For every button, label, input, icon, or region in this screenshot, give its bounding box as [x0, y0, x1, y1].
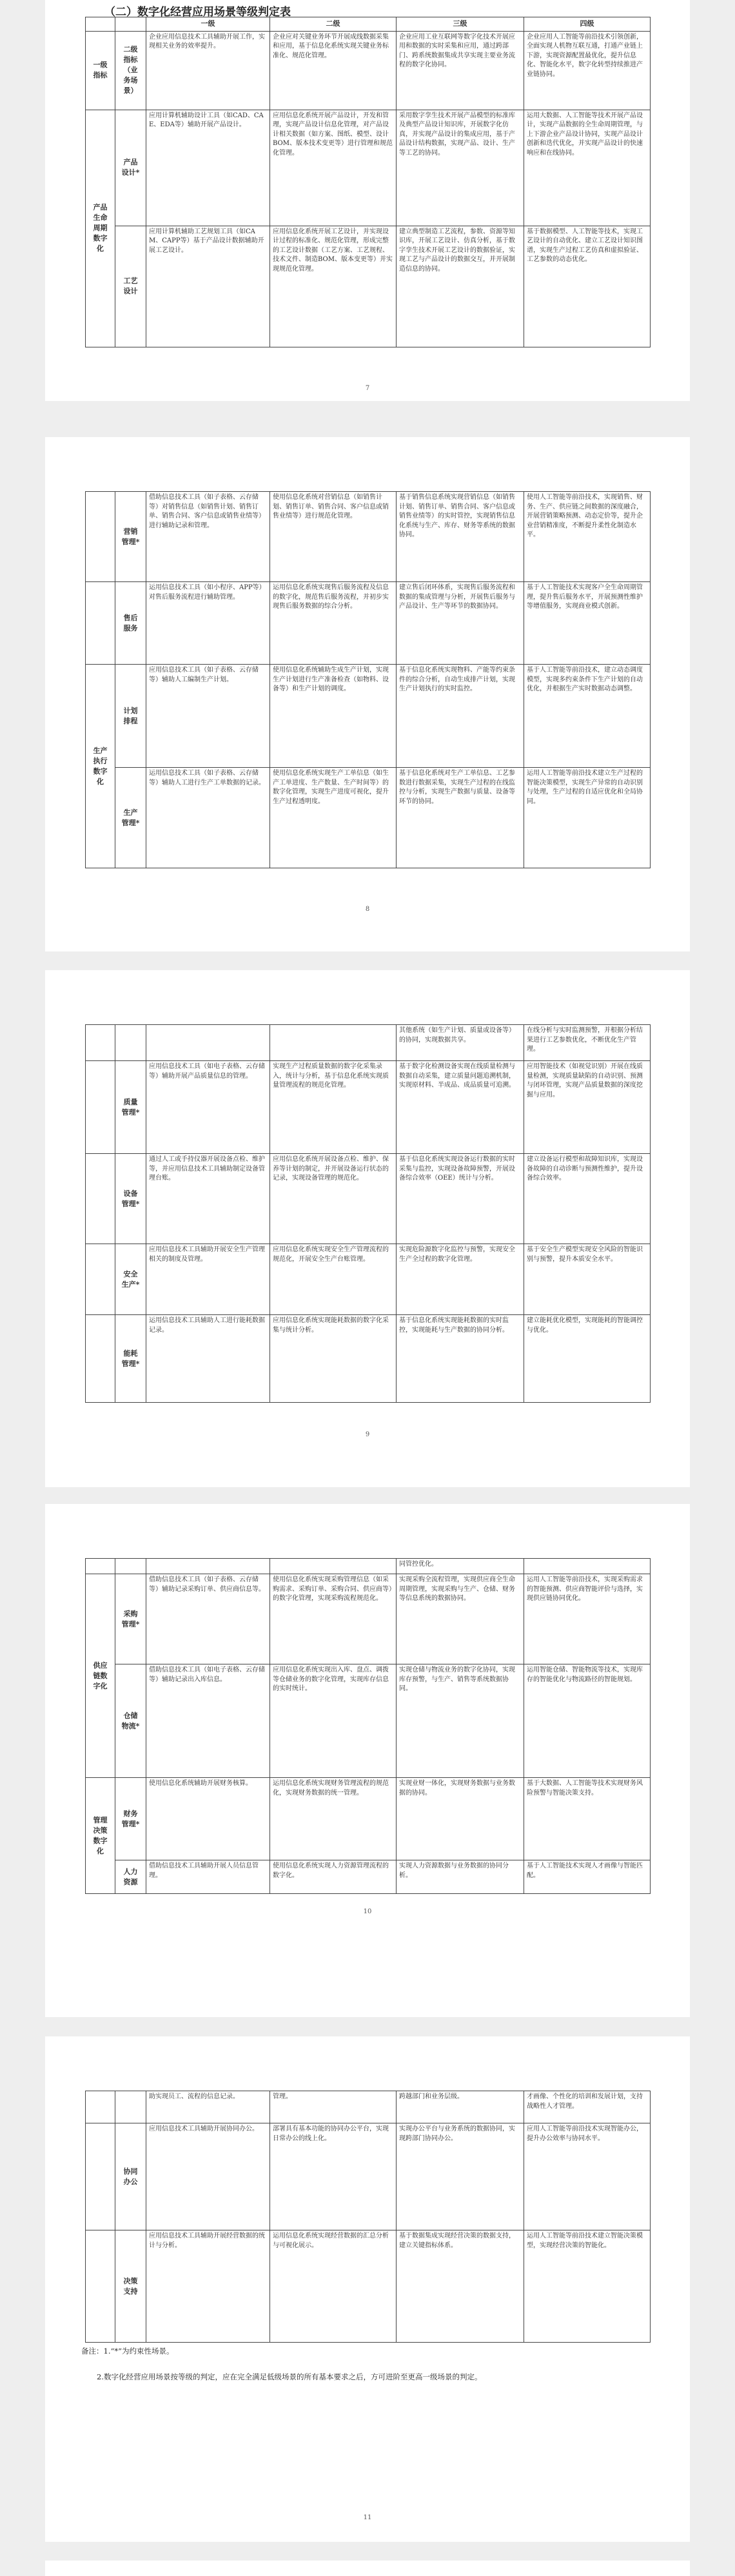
- table-row: [86, 2091, 651, 2123]
- page-number: 11: [363, 2514, 372, 2521]
- group-cell: [86, 2123, 115, 2230]
- group-cell: [86, 1559, 115, 1574]
- header-level-1: 一级: [146, 17, 270, 32]
- level-2-cell: 企业应对关键业务环节开展成线数据采集和应用，基于信息化系统实现关键业务标准化、规范化管理。: [270, 31, 397, 110]
- level-3-cell: 实现仓储与物流业务的数字化协同，实现库存预警，与生产、销售等系统数据协同。: [397, 1664, 524, 1778]
- level-1-cell: 运用信息技术工具（如小程序、APP等）对售后服务流程进行辅助管理。: [146, 582, 270, 665]
- level-2-cell: 应用信息化系统开展设备点检、维护、保养等计划的制定，并开展设备运行状态的记录，实现设备管理的规范化。: [270, 1154, 397, 1244]
- level-1-cell: 借助信息技术工具辅助开展人员信息管理。: [146, 1860, 270, 1894]
- table-row: [86, 582, 651, 665]
- level-3-cell: 实现采购全流程管理，实现供应商全生命周期管理，实现采购与生产、仓储、财务等信息系统的数据协同。: [397, 1574, 524, 1664]
- table-row: [86, 2230, 651, 2343]
- scene-cell: 安全 生产*: [115, 1244, 146, 1315]
- level-1-cell: 运用信息技术工具辅助人工进行能耗数据记录。: [146, 1315, 270, 1403]
- level-2-cell: 使用信息化系统实现生产工单信息（如生产工单进度、生产数量、生产时间等）的数字化管理，实现生产进度可视化，提升生产过程透明度。: [270, 768, 397, 868]
- group-cell: [86, 1061, 115, 1154]
- scene-cell: 工艺 设计: [115, 226, 146, 347]
- table-row: [86, 1574, 651, 1664]
- level-1-cell: [146, 1025, 270, 1061]
- notes: [81, 2345, 482, 2396]
- group-cell: [86, 1315, 115, 1403]
- table-row: [86, 1061, 651, 1154]
- level-2-cell: 应用信息化系统开展工艺设计，并实现设计过程的标准化、规范化管理，形成完整的工艺设计数据（工艺方案、工艺规程、技术文件、制造BOM、版本变更等）并实现规范化管理。: [270, 226, 397, 347]
- level-2-cell: 管理。: [270, 2091, 397, 2123]
- scene-cell: 计划 排程: [115, 665, 146, 768]
- header-level-3: 三级: [397, 17, 524, 32]
- scene-cell: 售后 服务: [115, 582, 146, 665]
- scene-cell: 财务 管理*: [115, 1778, 146, 1860]
- level-3-cell: 采用数字孪生技术开展产品模型的标准库及典型产品设计知识库，开展数字化仿真，并实现产品设计的集成应用，基于产品设计结构数据，实现产品、设计、生产等工艺的协同。: [397, 110, 524, 226]
- level-3-cell: 其他系统（如生产计划、质量或设备等）的协同，实现数据共享。: [397, 1025, 524, 1061]
- page-9: [45, 970, 690, 1487]
- group-cell: 生产 执行 数字 化: [86, 665, 115, 868]
- level-3-cell: 建立售后闭环体系，实现售后服务流程和数据的集成管理与分析，开展售后服务与产品设计、生产等环节的数据协同。: [397, 582, 524, 665]
- level-4-cell: 使用人工智能等前沿技术，实现销售、财务、生产、供应链之间数据的深度融合，开展营销策略预测、动态定价等，提升企业营销精准度，不断提升柔性化制造水平。: [524, 492, 651, 582]
- table-row: [86, 768, 651, 868]
- note-2: 2.数字化经营应用场景按等级的判定，应在完全满足低级场景的所有基本要求之后，方可进阶至更高一级场景的判定。: [97, 2372, 482, 2381]
- level-4-cell: 运用大数据、人工智能等技术开展产品设计，实现产品数据的全生命周期管理，与上下游企业产品设计协同，实现产品设计创新和迭代优化，并实现产品设计的快速响应和在线协同。: [524, 110, 651, 226]
- group-cell: [86, 2230, 115, 2343]
- table-row: [86, 1315, 651, 1403]
- level-3-cell: 企业应用工业互联网等数字化技术开展应用和数据的实时采集和应用，通过跨部门、跨系统数据集成共享实现主要业务流程的数字化协同。: [397, 31, 524, 110]
- group-cell: [86, 1025, 115, 1061]
- level-2-cell: 使用信息化系统实现人力资源管理流程的数字化。: [270, 1860, 397, 1894]
- level-4-cell: 建立设备运行模型和故障知识库，实现设备故障的自动诊断与预测性维护，提升设备综合效率。: [524, 1154, 651, 1244]
- table-row: [86, 1664, 651, 1778]
- level-3-cell: 基于信息化系统实现物料、产能等约束条件的综合分析，自动生成排产计划，实现生产计划执行的实时监控。: [397, 665, 524, 768]
- page-number: 7: [365, 385, 370, 392]
- page-10: [45, 1504, 690, 2017]
- group-cell: 一级 指标: [86, 31, 115, 110]
- level-1-cell: 借助信息技术工具（如子表格、云存储等）辅助记录采购订单、供应商信息等。: [146, 1574, 270, 1664]
- level-2-cell: 运用信息化系统实现经营数据的汇总分析与可视化展示。: [270, 2230, 397, 2343]
- scene-cell: 人力 资源: [115, 1860, 146, 1894]
- group-cell: 供应 链数 字化: [86, 1574, 115, 1778]
- level-3-cell: 基于数据集成实现经营决策的数据支持，建立关键指标体系。: [397, 2230, 524, 2343]
- level-4-cell: 才画像、个性化的培训和发展计划，支持战略性人才管理。: [524, 2091, 651, 2123]
- table-row: [86, 1154, 651, 1244]
- next-page-edge: [45, 2561, 690, 2576]
- level-4-cell: 基于人工智能技术实现客户全生命周期管理，提升售后服务水平，开展预测性维护等增值服务，实现商业模式创新。: [524, 582, 651, 665]
- level-3-cell: 实现人力资源数据与业务数据的协同分析。: [397, 1860, 524, 1894]
- page-11: [45, 2036, 690, 2542]
- level-4-cell: [524, 1559, 651, 1574]
- level-2-cell: 使用信息化系统实现采购管理信息（如采购需求、采购订单、采购合同、供应商等）的数字化管理，实现采购流程规范化。: [270, 1574, 397, 1664]
- level-4-cell: 基于人工智能技术实现人才画像与智能匹配。: [524, 1860, 651, 1894]
- grade-table-p8: [85, 491, 651, 868]
- level-3-cell: 跨越部门和业务层级。: [397, 2091, 524, 2123]
- scene-cell: 能耗 管理*: [115, 1315, 146, 1403]
- section-title: （二）数字化经营应用场景等级判定表: [104, 6, 291, 19]
- level-1-cell: [146, 1559, 270, 1574]
- group-cell: 产品 生命 周期 数字 化: [86, 110, 115, 347]
- group-cell: 管理 决策 数字 化: [86, 1778, 115, 1894]
- header-level-2: 二级: [270, 17, 397, 32]
- level-2-cell: 应用信息化系统开展产品设计，开发和管理，实现产品设计信息化管理，对产品设计相关数据（如方案、图纸、模型、设计BOM、版本技术变更等）进行管理和规范化管理。: [270, 110, 397, 226]
- page-number: 8: [365, 906, 370, 913]
- table-row: [86, 1860, 651, 1894]
- level-1-cell: 应用计算机辅助设计工具（如CAD、CAE、EDA等）辅助开展产品设计。: [146, 110, 270, 226]
- level-2-cell: 应用信息化系统实现出入库、盘点、调拨等仓储业务的数字化管理，实现库存信息的实时统计。: [270, 1664, 397, 1778]
- level-2-cell: [270, 1025, 397, 1061]
- level-3-cell: 基于信息化系统对生产工单信息、工艺参数进行数据采集，实现生产过程的在线监控与分析，实现生产数据与质量、设备等环节的协同。: [397, 768, 524, 868]
- scene-cell: 决策 支持: [115, 2230, 146, 2343]
- level-3-cell: 基于销售信息系统实现营销信息（如销售计划、销售订单、销售合同、客户信息或销售业绩等）的实时管控，实现销售信息化系统与生产、库存、财务等系统的数据协同。: [397, 492, 524, 582]
- level-1-cell: 应用信息技术工具（如电子表格、云存储等）辅助开展产品质量信息的管理。: [146, 1061, 270, 1154]
- level-2-cell: 使用信息化系统对营销信息（如销售计划、销售订单、销售合同、客户信息或销售业绩等）进行规范化管理。: [270, 492, 397, 582]
- level-2-cell: 应用信息化系统实现安全生产管理流程的规范化，开展安全生产台账管理。: [270, 1244, 397, 1315]
- level-2-cell: 实现生产过程质量数据的数字化采集录入，统计与分析，基于信息化系统实现质量管理流程的规范化管理。: [270, 1061, 397, 1154]
- table-row: [86, 2123, 651, 2230]
- scene-cell: [115, 2091, 146, 2123]
- level-4-cell: 运用智能仓储、智能物流等技术，实现库存的智能优化与物流路径的智能规划。: [524, 1664, 651, 1778]
- scene-cell: [115, 1559, 146, 1574]
- level-3-cell: 实现危险源数字化监控与预警，实现安全生产全过程的数字化管理。: [397, 1244, 524, 1315]
- header-row: [86, 17, 651, 32]
- note-1: 备注：1.“*”为约束性场景。: [81, 2347, 174, 2356]
- level-1-cell: 使用信息化系统辅助开展财务核算。: [146, 1778, 270, 1860]
- scene-cell: [115, 1025, 146, 1061]
- level-1-cell: 企业应用信息技术工具辅助开展工作，实现相关业务的效率提升。: [146, 31, 270, 110]
- level-4-cell: 基于数据模型、人工智能等技术，实现工艺设计的自动优化、建立工艺设计知识图谱，实现生产过程工艺仿真和虚拟验证、工艺参数的动态优化。: [524, 226, 651, 347]
- page-7: [45, 0, 690, 401]
- level-4-cell: 企业应用人工智能等前沿技术引领创新，全面实现人机物互联互通，打通产业链上下游，实现资源配置最优化，提升信息化、智能化水平，数字化转型持续推进产业链协同。: [524, 31, 651, 110]
- page-8: [45, 437, 690, 951]
- table-row: [86, 492, 651, 582]
- group-cell: [86, 492, 115, 582]
- level-1-cell: 借助信息技术工具（如子表格、云存储等）对销售信息（如销售计划、销售订单、销售合同、客户信息或销售业绩等）进行辅助记录和管理。: [146, 492, 270, 582]
- level-2-cell: 使用信息化系统辅助生成生产计划，实现生产计划进行生产准备检查（如物料、设备等）和生产计划的调度。: [270, 665, 397, 768]
- page-number: 10: [363, 1908, 372, 1915]
- header-level-4: 四级: [524, 17, 651, 32]
- level-4-cell: 运用人工智能等前沿技术，实现采购需求的智能预测、供应商智能评价与选择，实现供应链协同优化。: [524, 1574, 651, 1664]
- level-1-cell: 应用信息技术工具（如子表格、云存储等）辅助人工编制生产计划。: [146, 665, 270, 768]
- level-3-cell: 实现办公平台与业务系统的数据协同，实现跨部门协同办公。: [397, 2123, 524, 2230]
- level-1-cell: 运用信息技术工具（如子表格、云存储等）辅助人工进行生产工单数据的记录。: [146, 768, 270, 868]
- scene-cell: 采购 管理*: [115, 1574, 146, 1664]
- group-cell: [86, 582, 115, 665]
- page-number: 9: [365, 1431, 370, 1438]
- level-3-cell: 建立典型制造工艺流程，参数、资源等知识库，开展工艺设计、仿真分析，基于数字孪生技术开展工艺设计的数据验证，实现工艺与产品设计的数据交互，并开展制造信息的协同。: [397, 226, 524, 347]
- level-4-cell: 运用人工智能等前沿技术建立智能决策模型，实现经营决策的智能化。: [524, 2230, 651, 2343]
- level-1-cell: 应用信息技术工具辅助开展协同办公。: [146, 2123, 270, 2230]
- level-3-cell: 基于数字化检测设备实现在线质量检测与数据自动采集，建立质量问题追溯机制，实现原材料、半成品、成品质量可追溯。: [397, 1061, 524, 1154]
- table-row: [86, 110, 651, 226]
- group-cell: [86, 1154, 115, 1244]
- level-2-cell: [270, 1559, 397, 1574]
- grade-table-p7: [85, 17, 651, 347]
- level-4-cell: 应用智能技术（如视觉识别）开展在线质量检测，实现质量缺陷的自动识别、预测与闭环管理，实现产品质量数据的深度挖掘与应用。: [524, 1061, 651, 1154]
- scene-cell: 质量 管理*: [115, 1061, 146, 1154]
- header-blank-group: [86, 17, 115, 32]
- scene-cell: 生产 管理*: [115, 768, 146, 868]
- table-row: [86, 1244, 651, 1315]
- level-4-cell: 运用人工智能等前沿技术建立生产过程的智能决策模型，实现生产异常的自动识别与处理，生产过程的自适应优化和全局协同。: [524, 768, 651, 868]
- level-4-cell: 在线分析与实时监测预警，并根据分析结果进行工艺参数优化，不断优化生产管理。: [524, 1025, 651, 1061]
- level-1-cell: 应用信息技术工具辅助开展安全生产管理相关的制度及管理。: [146, 1244, 270, 1315]
- group-cell: [86, 2091, 115, 2123]
- level-3-cell: 同管控优化。: [397, 1559, 524, 1574]
- group-cell: [86, 1244, 115, 1315]
- level-1-cell: 应用计算机辅助工艺规划工具（如CAM、CAPP等）基于产品设计数据辅助开展工艺设计。: [146, 226, 270, 347]
- level-3-cell: 实现业财一体化，实现财务数据与业务数据的协同。: [397, 1778, 524, 1860]
- level-4-cell: 基于安全生产模型实现安全风险的智能识别与预警，提升本质安全水平。: [524, 1244, 651, 1315]
- level-4-cell: 基于人工智能等前沿技术，建立动态调度模型，实现多约束条件下生产计划的自动优化，并根据生产实时数据动态调整。: [524, 665, 651, 768]
- level-2-cell: 部署具有基本功能的协同办公平台，实现日常办公的线上化。: [270, 2123, 397, 2230]
- table-row: [86, 665, 651, 768]
- table-row: [86, 1025, 651, 1061]
- header-blank-sub: [115, 17, 146, 32]
- level-1-cell: 应用信息技术工具辅助开展经营数据的统计与分析。: [146, 2230, 270, 2343]
- level-2-cell: 运用信息化系统实现财务管理流程的规范化，实现财务数据的统一管理。: [270, 1778, 397, 1860]
- scene-cell: 设备 管理*: [115, 1154, 146, 1244]
- level-3-cell: 基于信息化系统实现设备运行数据的实时采集与监控，实现设备故障预警，开展设备综合效率（OEE）统计与分析。: [397, 1154, 524, 1244]
- level-4-cell: 建立能耗优化模型，实现能耗的智能调控与优化。: [524, 1315, 651, 1403]
- grade-table-p9: [85, 1024, 651, 1403]
- level-3-cell: 基于信息化系统实现能耗数据的实时监控，实现能耗与生产数据的协同分析。: [397, 1315, 524, 1403]
- table-row: [86, 1559, 651, 1574]
- level-1-cell: 助实现员工、流程的信息记录。: [146, 2091, 270, 2123]
- level-1-cell: 通过人工或手持仪器开展设备点检、维护等，并应用信息技术工具辅助制定设备管理台账。: [146, 1154, 270, 1244]
- level-1-cell: 借助信息技术工具（如电子表格、云存储等）辅助记录出入库信息。: [146, 1664, 270, 1778]
- scene-cell: 二级 指标 （业 务场 景）: [115, 31, 146, 110]
- table-row: [86, 226, 651, 347]
- scene-cell: 仓储 物流*: [115, 1664, 146, 1778]
- scene-cell: 营销 管理*: [115, 492, 146, 582]
- grade-table-p11: [85, 2091, 651, 2343]
- level-4-cell: 基于大数据、人工智能等技术实现财务风险预警与智能决策支持。: [524, 1778, 651, 1860]
- grade-table-p10: [85, 1558, 651, 1894]
- table-row: [86, 31, 651, 110]
- level-4-cell: 应用人工智能等前沿技术实现智能办公，提升办公效率与协同水平。: [524, 2123, 651, 2230]
- scene-cell: 产品 设计*: [115, 110, 146, 226]
- level-2-cell: 运用信息化系统实现售后服务流程及信息的数字化，规范售后服务流程，并初步实现售后服务数据的综合分析。: [270, 582, 397, 665]
- table-row: [86, 1778, 651, 1860]
- scene-cell: 协同 办公: [115, 2123, 146, 2230]
- level-2-cell: 应用信息化系统实现能耗数据的数字化采集与统计分析。: [270, 1315, 397, 1403]
